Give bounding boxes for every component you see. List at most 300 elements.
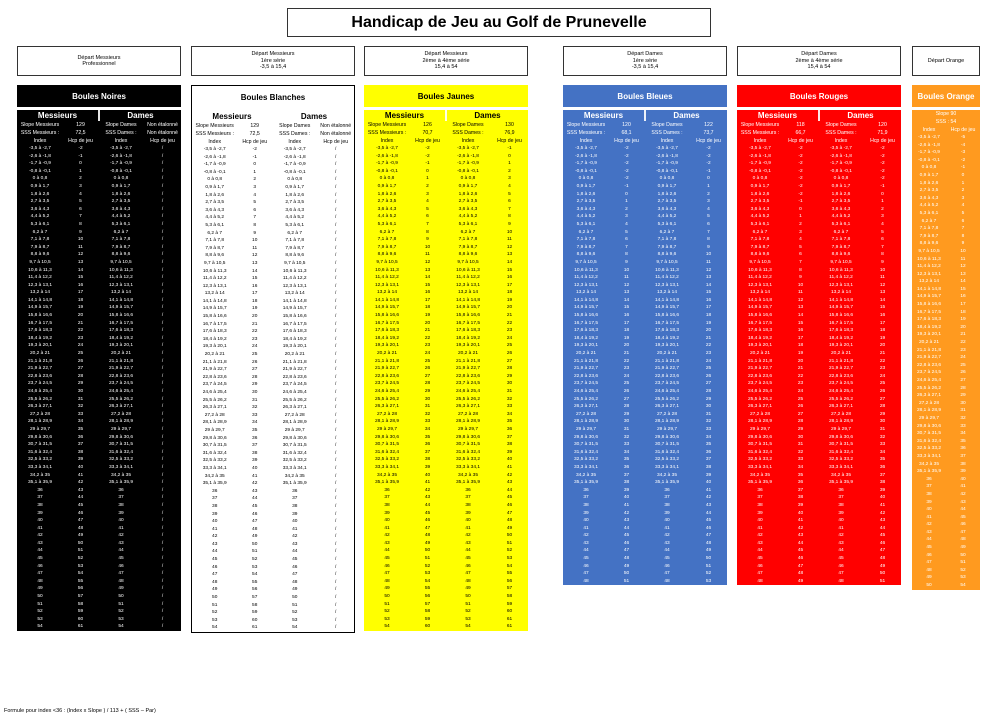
table-row xyxy=(192,275,354,283)
men-hcp: 36 xyxy=(77,434,84,440)
women-hcp: 22 xyxy=(506,320,513,326)
women-index: 45 xyxy=(292,557,298,563)
men-index: 28,1 à 28,9 xyxy=(374,419,399,425)
women-index: 24,6 à 25,4 xyxy=(455,389,480,394)
men-index: 9,7 à 10,5 xyxy=(749,259,771,265)
men-index: 36 xyxy=(212,488,218,494)
women-hcp: 51 xyxy=(879,578,886,584)
men-index: 20,2 à 21 xyxy=(749,351,770,357)
table-row xyxy=(737,472,901,480)
table-row xyxy=(192,594,354,602)
men-index: 27,2 à 28 xyxy=(376,411,397,417)
women-hcp: / xyxy=(335,435,337,441)
orange-index: 40 xyxy=(926,507,932,513)
orange-index: 49 xyxy=(926,575,932,581)
men-hcp: -2 xyxy=(624,153,629,159)
men-index: 38 xyxy=(37,502,43,508)
table-row xyxy=(17,570,181,578)
men-hcp: 14 xyxy=(252,268,258,274)
men-index: 31,6 à 32,4 xyxy=(27,449,52,455)
women-index: 15,8 à 16,6 xyxy=(282,314,307,320)
table-row xyxy=(912,278,980,286)
hcp-header: Hcp de jeu xyxy=(150,138,175,144)
women-hcp: / xyxy=(161,389,164,394)
women-hcp: 5 xyxy=(881,229,884,235)
women-index: 18,4 à 19,2 xyxy=(455,335,480,341)
women-hcp: 25 xyxy=(879,381,886,387)
table-row xyxy=(912,385,980,393)
women-index: 36 xyxy=(292,488,298,494)
women-hcp: 40 xyxy=(879,495,886,501)
table-row xyxy=(192,602,354,610)
table-row xyxy=(737,304,901,312)
women-index: 11,4 à 12,2 xyxy=(456,275,480,281)
women-index: 18,4 à 19,2 xyxy=(108,335,133,341)
orange-index: 7,9 à 8,7 xyxy=(919,233,939,239)
men-hcp: 24 xyxy=(252,344,258,350)
women-hcp: 49 xyxy=(879,563,886,569)
men-hcp: 6 xyxy=(253,207,257,213)
orange-index: 21,9 à 22,7 xyxy=(916,355,941,361)
men-hcp: 37 xyxy=(252,443,258,449)
men-index: 43 xyxy=(384,540,390,546)
women-hcp: / xyxy=(335,557,337,563)
men-index: -2,6 à -1,8 xyxy=(203,154,226,160)
sss-label: SSS Dames : xyxy=(452,130,484,136)
women-hcp: 5 xyxy=(508,191,511,197)
men-index: 47 xyxy=(384,571,390,577)
men-index: 21,1 à 21,8 xyxy=(374,358,399,364)
table-row xyxy=(563,418,727,426)
women-index: 30,7 à 31,5 xyxy=(282,443,307,449)
women-index: 33,3 à 34,1 xyxy=(654,464,679,470)
table-row xyxy=(17,585,181,593)
women-hcp: 16 xyxy=(705,297,712,303)
men-index: 12,3 à 13,1 xyxy=(374,282,399,288)
orange-index: 9,7 à 10,5 xyxy=(918,248,940,254)
table-row xyxy=(364,540,528,548)
women-index: 29,8 à 30,6 xyxy=(108,434,133,440)
table-row xyxy=(364,494,528,502)
women-index: 1,8 à 2,6 xyxy=(458,191,478,197)
men-hcp: 24 xyxy=(797,389,804,394)
men-hcp: 16 xyxy=(77,282,84,288)
slope-value: 120 xyxy=(622,122,631,128)
men-index: -3,5 à -2,7 xyxy=(203,147,226,152)
dames-header: Dames xyxy=(300,112,328,121)
men-index: 54 xyxy=(37,624,43,630)
table-row xyxy=(192,176,354,184)
women-hcp: 39 xyxy=(879,487,886,493)
table-row xyxy=(192,404,354,412)
women-hcp: 15 xyxy=(506,267,513,273)
orange-index: 1,8 à 2,6 xyxy=(919,180,939,186)
women-index: 34,2 à 35 xyxy=(284,473,305,479)
panel-title: Boules Rouges xyxy=(789,91,849,101)
men-index: -0,8 à -0,1 xyxy=(203,169,226,175)
women-hcp: 38 xyxy=(705,464,712,470)
hcp-header: Hcp de jeu xyxy=(68,138,93,144)
men-hcp: 30 xyxy=(77,389,84,394)
index-header: Index xyxy=(834,138,848,144)
women-index: 20,2 à 21 xyxy=(284,352,305,358)
table-row xyxy=(912,331,980,339)
table-row xyxy=(563,380,727,388)
women-hcp: 36 xyxy=(506,426,513,432)
women-hcp: 10 xyxy=(705,252,712,258)
women-index: 19,3 à 20,1 xyxy=(654,343,679,349)
men-hcp: 0 xyxy=(799,206,802,212)
women-hcp: 47 xyxy=(705,533,712,539)
table-row xyxy=(364,358,528,366)
orange-index: 4,4 à 5,2 xyxy=(919,203,939,209)
men-hcp: 58 xyxy=(252,602,258,608)
men-index: 17,6 à 18,3 xyxy=(202,329,227,335)
orange-index: 36 xyxy=(926,476,932,482)
men-index: 41 xyxy=(37,525,43,531)
women-index: -0,8 à -0,1 xyxy=(110,168,132,174)
depart-line: 2ème à 4ème série xyxy=(795,57,843,64)
men-index: 18,4 à 19,2 xyxy=(573,335,598,341)
women-index: 8,8 à 9,6 xyxy=(111,252,131,258)
women-index: -2,6 à -1,8 xyxy=(656,153,678,159)
orange-hcp: 33 xyxy=(960,423,966,429)
men-index: 53 xyxy=(212,617,218,623)
table-row xyxy=(563,335,727,343)
men-hcp: 8 xyxy=(79,221,82,227)
women-hcp: / xyxy=(335,336,337,342)
men-hcp: 1 xyxy=(253,169,257,175)
orange-index: 21,1 à 21,8 xyxy=(916,347,941,353)
sss-value: 73,7 xyxy=(703,130,714,136)
men-hcp: 58 xyxy=(77,601,84,607)
men-index: 20,2 à 21 xyxy=(204,352,225,358)
women-index: 5,3 à 6,1 xyxy=(458,221,478,227)
women-hcp: 12 xyxy=(879,282,886,288)
women-hcp: / xyxy=(335,450,337,456)
women-hcp: 39 xyxy=(705,472,712,478)
women-hcp: 40 xyxy=(705,480,712,486)
women-index: 36 xyxy=(118,487,124,493)
table-row xyxy=(737,418,901,426)
women-hcp: -1 xyxy=(880,183,885,189)
table-row xyxy=(912,453,980,461)
men-hcp: 19 xyxy=(424,313,431,319)
men-hcp: 14 xyxy=(623,297,630,303)
women-hcp: 21 xyxy=(705,335,712,341)
women-hcp: 41 xyxy=(705,487,712,493)
women-index: 43 xyxy=(465,540,471,546)
men-hcp: 12 xyxy=(623,282,630,288)
dames-header: Dames xyxy=(847,111,874,120)
depart-line: Départ Dames xyxy=(627,51,663,58)
men-index: 53 xyxy=(37,616,43,622)
women-hcp: 14 xyxy=(506,259,513,265)
women-index: -0,8 à -0,1 xyxy=(283,169,306,175)
table-row xyxy=(912,392,980,400)
women-index: 15,8 à 16,6 xyxy=(455,313,480,319)
orange-hcp: 29 xyxy=(960,393,966,399)
men-hcp: 18 xyxy=(77,297,84,303)
orange-index: 24,6 à 25,4 xyxy=(916,378,941,383)
women-hcp: 55 xyxy=(506,571,513,577)
table-row xyxy=(563,160,727,168)
men-hcp: 25 xyxy=(252,352,258,358)
depart-line: 15,4 à 54 xyxy=(434,64,458,71)
men-index: 6,2 à 7 xyxy=(379,229,395,235)
men-index: 19,3 à 20,1 xyxy=(573,343,598,349)
table-row xyxy=(563,350,727,358)
orange-index: 37 xyxy=(926,484,932,490)
table-row xyxy=(737,540,901,548)
orange-hcp: 52 xyxy=(960,567,966,573)
women-hcp: 36 xyxy=(705,449,712,455)
table-row xyxy=(737,259,901,267)
women-index: 45 xyxy=(118,556,124,562)
men-hcp: -2 xyxy=(252,147,257,152)
men-hcp: 45 xyxy=(77,502,84,508)
women-hcp: 11 xyxy=(880,275,885,281)
women-hcp: / xyxy=(161,259,164,265)
women-index: -0,8 à -0,1 xyxy=(830,168,852,174)
table-row xyxy=(912,407,980,415)
table-row xyxy=(192,533,354,541)
table-row xyxy=(17,472,181,480)
orange-index: 48 xyxy=(926,567,932,573)
table-row xyxy=(563,373,727,381)
table-row xyxy=(17,259,181,267)
men-hcp: 33 xyxy=(252,412,258,418)
table-row xyxy=(737,494,901,502)
table-row xyxy=(912,438,980,446)
men-index: 16,7 à 17,5 xyxy=(374,320,399,326)
women-hcp: 3 xyxy=(881,214,884,220)
men-hcp: 31 xyxy=(424,404,431,410)
men-index: 4,4 à 5,2 xyxy=(750,214,770,220)
orange-index: 11,4 à 12,2 xyxy=(917,264,941,270)
women-hcp: 53 xyxy=(506,556,513,562)
men-index: 15,8 à 16,6 xyxy=(374,313,399,319)
men-index: 23,7 à 24,5 xyxy=(747,381,772,387)
men-hcp: 9 xyxy=(426,237,429,243)
women-hcp: 14 xyxy=(705,282,712,288)
men-hcp: 38 xyxy=(77,449,84,455)
women-index: 14,9 à 15,7 xyxy=(282,306,307,312)
women-index: 43 xyxy=(292,541,298,547)
men-hcp: 41 xyxy=(623,502,630,508)
women-index: 14,9 à 15,7 xyxy=(828,305,853,311)
women-hcp: 11 xyxy=(507,237,512,243)
women-index: 2,7 à 3,5 xyxy=(657,199,677,205)
table-row xyxy=(192,146,354,154)
men-hcp: 13 xyxy=(77,259,84,265)
men-hcp: 43 xyxy=(77,487,84,493)
men-index: 48 xyxy=(757,578,763,584)
women-index: 10,6 à 11,3 xyxy=(456,267,480,273)
men-hcp: 19 xyxy=(77,305,84,311)
women-hcp: 3 xyxy=(707,199,710,205)
women-hcp: / xyxy=(335,481,337,487)
table-row xyxy=(912,195,980,203)
orange-hcp: 26 xyxy=(960,370,966,376)
women-index: 0 à 0,8 xyxy=(460,176,476,182)
women-index: 28,1 à 28,9 xyxy=(828,419,853,425)
table-row xyxy=(563,282,727,290)
women-index: 12,3 à 13,1 xyxy=(654,282,679,288)
table-row xyxy=(364,510,528,518)
women-hcp: 50 xyxy=(879,571,886,577)
men-hcp: 24 xyxy=(424,351,431,357)
women-hcp: 44 xyxy=(506,487,513,493)
slope-label: Slope Messieurs xyxy=(195,123,234,129)
women-hcp: 8 xyxy=(881,252,884,258)
orange-hcp: -4 xyxy=(960,142,966,148)
women-index: 17,6 à 18,3 xyxy=(282,329,307,335)
table-row xyxy=(737,267,901,275)
women-index: 8,8 à 9,6 xyxy=(458,252,478,258)
slope-value: 129 xyxy=(250,123,260,129)
men-hcp: 0 xyxy=(625,191,628,197)
women-index: 48 xyxy=(664,578,670,584)
men-index: 17,6 à 18,3 xyxy=(27,328,52,334)
men-index: 12,3 à 13,1 xyxy=(747,282,772,288)
women-hcp: / xyxy=(335,405,337,411)
women-index: 34,2 à 35 xyxy=(457,472,478,478)
orange-hcp: 5 xyxy=(961,210,965,216)
men-hcp: 8 xyxy=(799,267,802,273)
men-hcp: 44 xyxy=(252,496,258,502)
women-index: 3,6 à 4,3 xyxy=(111,206,131,212)
table-row xyxy=(563,494,727,502)
men-hcp: 8 xyxy=(625,252,628,258)
men-index: 40 xyxy=(384,518,390,524)
index-header: Index xyxy=(660,138,674,144)
women-hcp: / xyxy=(161,381,164,387)
women-hcp: 26 xyxy=(705,373,712,379)
women-index: 51 xyxy=(465,601,471,607)
men-index: -3,5 à -2,7 xyxy=(376,146,398,151)
men-index: 29,8 à 30,6 xyxy=(747,434,772,440)
women-index: 22,8 à 23,6 xyxy=(654,373,679,379)
table-row xyxy=(192,450,354,458)
women-hcp: / xyxy=(161,153,164,159)
men-index: 13,2 à 14 xyxy=(376,290,397,296)
women-hcp: / xyxy=(161,480,164,486)
men-index: 40 xyxy=(212,519,218,525)
women-index: 18,4 à 19,2 xyxy=(654,335,679,341)
table-row xyxy=(912,552,980,560)
table-row xyxy=(563,327,727,335)
women-hcp: 18 xyxy=(879,328,886,334)
men-index: 51 xyxy=(212,602,218,608)
table-row xyxy=(563,449,727,457)
table-row xyxy=(912,544,980,552)
slope-label: Slope Messieurs xyxy=(20,122,60,128)
women-hcp: 38 xyxy=(506,442,513,448)
men-index: 25,5 à 26,2 xyxy=(573,396,598,402)
women-hcp: 58 xyxy=(506,594,513,600)
table-row xyxy=(17,449,181,457)
men-index: 23,7 à 24,5 xyxy=(202,382,227,388)
orange-hcp: 34 xyxy=(960,431,966,437)
men-hcp: 22 xyxy=(252,329,258,335)
women-hcp: 31 xyxy=(506,389,513,394)
women-hcp: 18 xyxy=(705,313,712,319)
men-index: 23,7 à 24,5 xyxy=(374,381,399,387)
table-row xyxy=(364,464,528,472)
men-index: 22,8 à 23,6 xyxy=(374,373,399,379)
women-index: 26,3 à 27,1 xyxy=(654,404,679,410)
women-hcp: / xyxy=(335,147,337,152)
women-hcp: 6 xyxy=(707,221,710,227)
men-index: 45 xyxy=(757,556,763,562)
table-row xyxy=(17,350,181,358)
men-hcp: 42 xyxy=(424,487,431,493)
men-hcp: 12 xyxy=(252,253,258,259)
men-hcp: 12 xyxy=(797,297,804,303)
women-index: 2,7 à 3,5 xyxy=(285,200,305,206)
table-row xyxy=(912,415,980,423)
men-index: 33,3 à 34,1 xyxy=(573,464,598,470)
men-index: 19,3 à 20,1 xyxy=(374,343,399,349)
men-index: 2,7 à 3,5 xyxy=(750,199,770,205)
orange-hcp: 14 xyxy=(960,279,966,285)
depart-line: Départ Dames xyxy=(801,51,837,58)
orange-hcp: 30 xyxy=(960,400,966,406)
women-index: 27,2 à 28 xyxy=(830,411,851,417)
men-index: 21,9 à 22,7 xyxy=(747,366,772,372)
men-index: 6,2 à 7 xyxy=(578,229,594,235)
men-hcp: 49 xyxy=(797,578,804,584)
men-hcp: 18 xyxy=(623,328,630,334)
men-hcp: 41 xyxy=(797,518,804,524)
women-index: 22,8 à 23,6 xyxy=(455,373,480,379)
men-index: 25,5 à 26,2 xyxy=(202,397,227,403)
men-index: 17,6 à 18,3 xyxy=(747,328,772,334)
men-hcp: 5 xyxy=(625,229,628,235)
men-hcp: -1 xyxy=(425,161,430,167)
men-hcp: 45 xyxy=(424,510,431,516)
women-index: 37 xyxy=(118,495,124,501)
women-hcp: 45 xyxy=(506,495,513,501)
men-index: 49 xyxy=(212,587,218,593)
table-row xyxy=(737,502,901,510)
hcp-header: Hcp de jeu xyxy=(497,138,522,144)
women-index: 15,8 à 16,6 xyxy=(654,313,679,319)
women-hcp: 17 xyxy=(879,320,886,326)
women-hcp: / xyxy=(335,503,337,509)
women-hcp: 1 xyxy=(707,183,710,189)
women-index: 4,4 à 5,2 xyxy=(285,215,305,221)
orange-hcp: 48 xyxy=(960,537,966,543)
men-hcp: 19 xyxy=(623,335,630,341)
women-hcp: 29 xyxy=(705,396,712,402)
women-index: 4,4 à 5,2 xyxy=(111,214,131,220)
women-index: 51 xyxy=(118,601,124,607)
men-hcp: 27 xyxy=(424,373,431,379)
men-index: 7,1 à 7,8 xyxy=(30,237,50,243)
women-hcp: / xyxy=(161,335,164,341)
table-row xyxy=(737,456,901,464)
orange-index: 38 xyxy=(926,491,932,497)
hcp-header: Hcp de jeu xyxy=(323,139,349,145)
women-hcp: 52 xyxy=(506,548,513,554)
women-hcp: / xyxy=(161,328,164,334)
men-index: 8,8 à 9,6 xyxy=(750,252,770,258)
table-row xyxy=(563,472,727,480)
women-hcp: 51 xyxy=(506,540,513,546)
table-row xyxy=(737,198,901,206)
